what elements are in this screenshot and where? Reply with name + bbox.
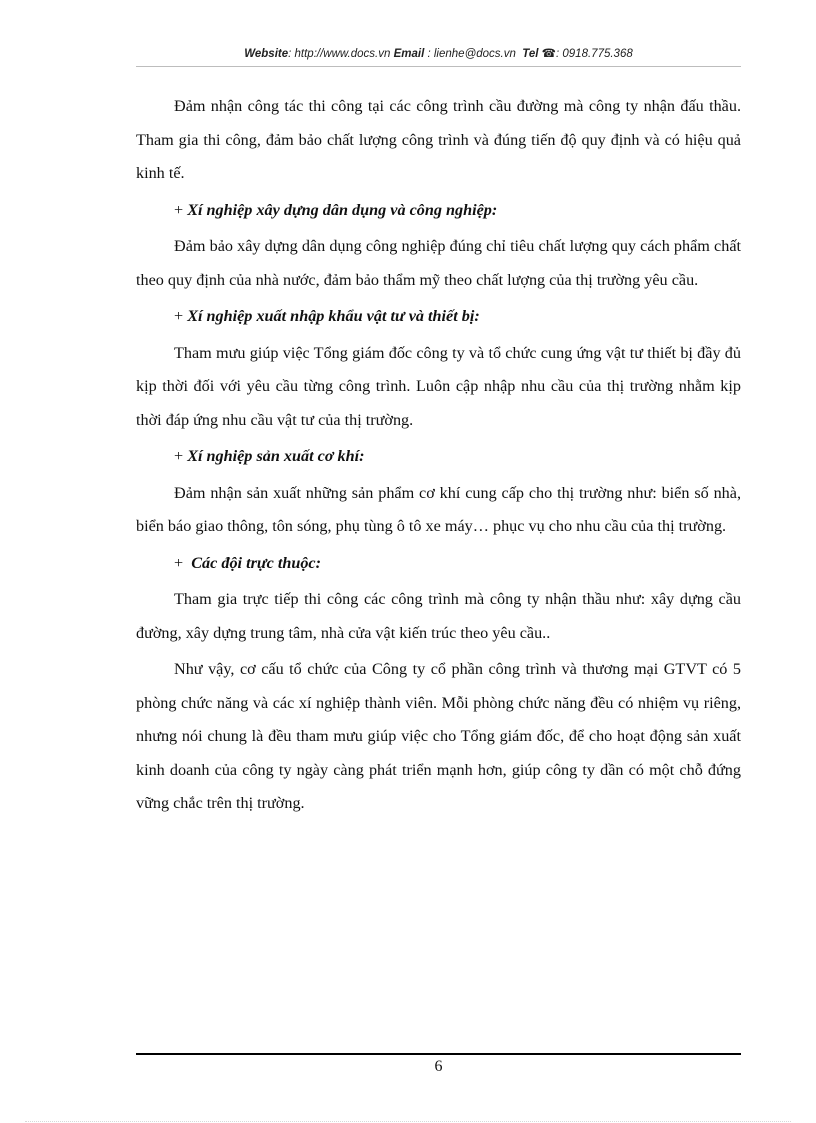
tel-value: : 0918.775.368 (556, 48, 633, 60)
section-heading-3 (136, 440, 741, 474)
tel-label: Tel (522, 48, 539, 60)
phone-icon: ☎ (541, 48, 556, 60)
page-header (136, 46, 741, 66)
heading-bullet: + (174, 200, 184, 219)
heading-bullet: + (174, 307, 184, 325)
paragraph-3: Tham mưu giúp việc Tổng giám đốc công ty và tổ chức cung ứng vật tư thiết bị đầy đủ kịp thời đối với yêu cầu từng công trình. Luôn cập nhập nhu cầu của thị trường nhằm kịp thời đáp ứng nhu cầu vật tư của thị trường. (136, 343, 741, 429)
heading-bullet: + (174, 447, 184, 465)
heading-text: Xí nghiệp xây dựng dân dụng và công nghiệp: (187, 200, 498, 219)
email-value: : lienhe@docs.vn (427, 48, 516, 60)
email-label: Email (393, 48, 425, 60)
paragraph-4: Đảm nhận sản xuất những sản phẩm cơ khí cung cấp cho thị trường như: biển số nhà, biển báo giao thông, tôn sóng, phụ tùng ô tô xe máy… phục vụ cho nhu cầu của thị trường. (136, 483, 741, 535)
page-edge (25, 1121, 791, 1122)
paragraph-5: Tham gia trực tiếp thi công các công trình mà công ty nhận thầu như: xây dựng cầu đường, xây dựng trung tâm, nhà cửa vật kiến trúc theo yêu cầu.. (136, 590, 741, 642)
page-number: 6 (434, 1058, 443, 1075)
document-body (136, 90, 741, 824)
section-heading-4 (136, 547, 741, 581)
paragraph-6: Như vậy, cơ cấu tổ chức của Công ty cổ phần công trình và thương mại GTVT có 5 phòng chức năng và các xí nghiệp thành viên. Mỗi phòng chức năng đều có nhiệm vụ riêng, nhưng nói chung là đều tham mưu giúp việc cho Tổng giám đốc, để cho hoạt động sản xuất kinh doanh của công ty ngày càng phát triển mạnh hơn, giúp công ty dần có một chỗ đứng vững chắc trên thị trường. (136, 660, 741, 812)
paragraph-2: Đảm bảo xây dựng dân dụng công nghiệp đúng chỉ tiêu chất lượng quy cách phẩm chất theo quy định của nhà nước, đảm bảo thẩm mỹ theo chất lượng của thị trường yêu cầu. (136, 237, 741, 289)
website-label: Website (244, 48, 289, 60)
header-divider (136, 66, 741, 67)
heading-text: Các đội trực thuộc: (191, 553, 321, 572)
footer-divider (136, 1053, 741, 1055)
heading-text: Xí nghiệp xuất nhập khẩu vật tư và thiết bị: (187, 307, 480, 325)
heading-bullet: + (174, 553, 184, 572)
website-value: : http://www.docs.vn (288, 48, 391, 60)
section-heading-1 (136, 194, 741, 228)
paragraph-1: Đảm nhận công tác thi công tại các công trình cầu đường mà công ty nhận đấu thầu. Tham gia thi công, đảm bảo chất lượng công trình và đúng tiến độ quy định và có hiệu quả kinh tế. (136, 97, 741, 182)
heading-text: Xí nghiệp sản xuất cơ khí: (187, 447, 365, 465)
section-heading-2 (136, 300, 741, 334)
